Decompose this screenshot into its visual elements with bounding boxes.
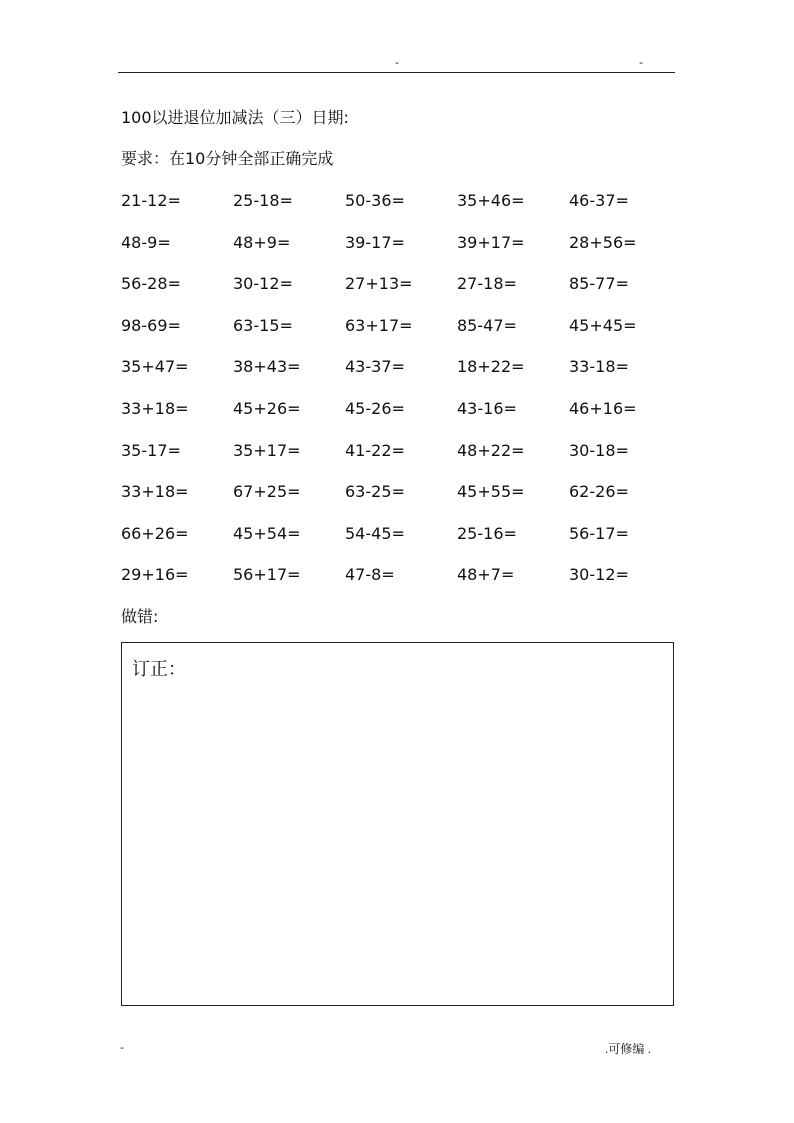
problem: 38+43= (233, 357, 301, 377)
problem-row (121, 482, 681, 524)
mistakes-label: 做错: (121, 607, 159, 626)
problem: 30-12= (233, 274, 293, 294)
problem: 48+22= (457, 440, 525, 460)
problem: 27-18= (457, 274, 517, 294)
problem-row (121, 191, 681, 233)
problem: 67+25= (233, 482, 301, 502)
problem: 45-26= (345, 398, 405, 418)
worksheet-title: 100以进退位加减法（三）日期: (121, 108, 349, 127)
problem: 63-25= (345, 482, 405, 502)
problem: 25-16= (457, 523, 517, 543)
footer-mark-left: - (120, 1041, 124, 1054)
problem: 30-12= (569, 565, 629, 585)
problem: 18+22= (457, 357, 525, 377)
problem: 45+26= (233, 398, 301, 418)
problem-row (121, 233, 681, 275)
problem: 48+7= (457, 565, 515, 585)
problem: 33+18= (121, 482, 189, 502)
problem-row (121, 274, 681, 316)
problem: 41-22= (345, 440, 405, 460)
problem: 46+16= (569, 398, 637, 418)
problem: 48+9= (233, 232, 291, 252)
problem-row (121, 357, 681, 399)
problem-row (121, 399, 681, 441)
correction-label: 订正： (132, 659, 186, 680)
problem: 43-16= (457, 398, 517, 418)
problem-row (121, 524, 681, 566)
problem: 30-18= (569, 440, 629, 460)
problem: 25-18= (233, 191, 293, 210)
problem: 85-77= (569, 274, 629, 294)
problem: 35-17= (121, 440, 181, 460)
problem: 35+17= (233, 440, 301, 460)
problem: 85-47= (457, 315, 517, 335)
problem: 33+18= (121, 398, 189, 418)
problem: 39-17= (345, 232, 405, 252)
problem: 45+55= (457, 482, 525, 502)
problem: 56-28= (121, 274, 181, 294)
header-mark-right: - (639, 56, 643, 69)
problem: 98-69= (121, 315, 181, 335)
problem: 27+13= (345, 274, 413, 294)
problem: 66+26= (121, 523, 189, 543)
problem: 33-18= (569, 357, 629, 377)
problem: 46-37= (569, 191, 629, 210)
header-mark-center: - (395, 56, 399, 69)
problem: 56-17= (569, 523, 629, 543)
footer-editable-note: .可修编 . (605, 1042, 652, 1056)
problem-row (121, 441, 681, 483)
problem: 45+45= (569, 315, 637, 335)
problem: 47-8= (345, 565, 395, 585)
problem: 21-12= (121, 191, 181, 210)
problem: 29+16= (121, 565, 189, 585)
problem: 28+56= (569, 232, 637, 252)
problem: 50-36= (345, 191, 405, 210)
problem: 62-26= (569, 482, 629, 502)
problem: 56+17= (233, 565, 301, 585)
problem: 35+47= (121, 357, 189, 377)
problem: 48-9= (121, 232, 171, 252)
problem-grid (121, 191, 681, 607)
problem-row (121, 565, 681, 607)
problem: 35+46= (457, 191, 525, 210)
problem: 39+17= (457, 232, 525, 252)
problem: 45+54= (233, 523, 301, 543)
requirement-text: 要求：在10分钟全部正确完成 (121, 149, 334, 168)
problem: 54-45= (345, 523, 405, 543)
problem: 63+17= (345, 315, 413, 335)
problem: 63-15= (233, 315, 293, 335)
problem-row (121, 316, 681, 358)
correction-box[interactable] (121, 642, 674, 1006)
problem: 43-37= (345, 357, 405, 377)
header-rule (118, 72, 675, 73)
